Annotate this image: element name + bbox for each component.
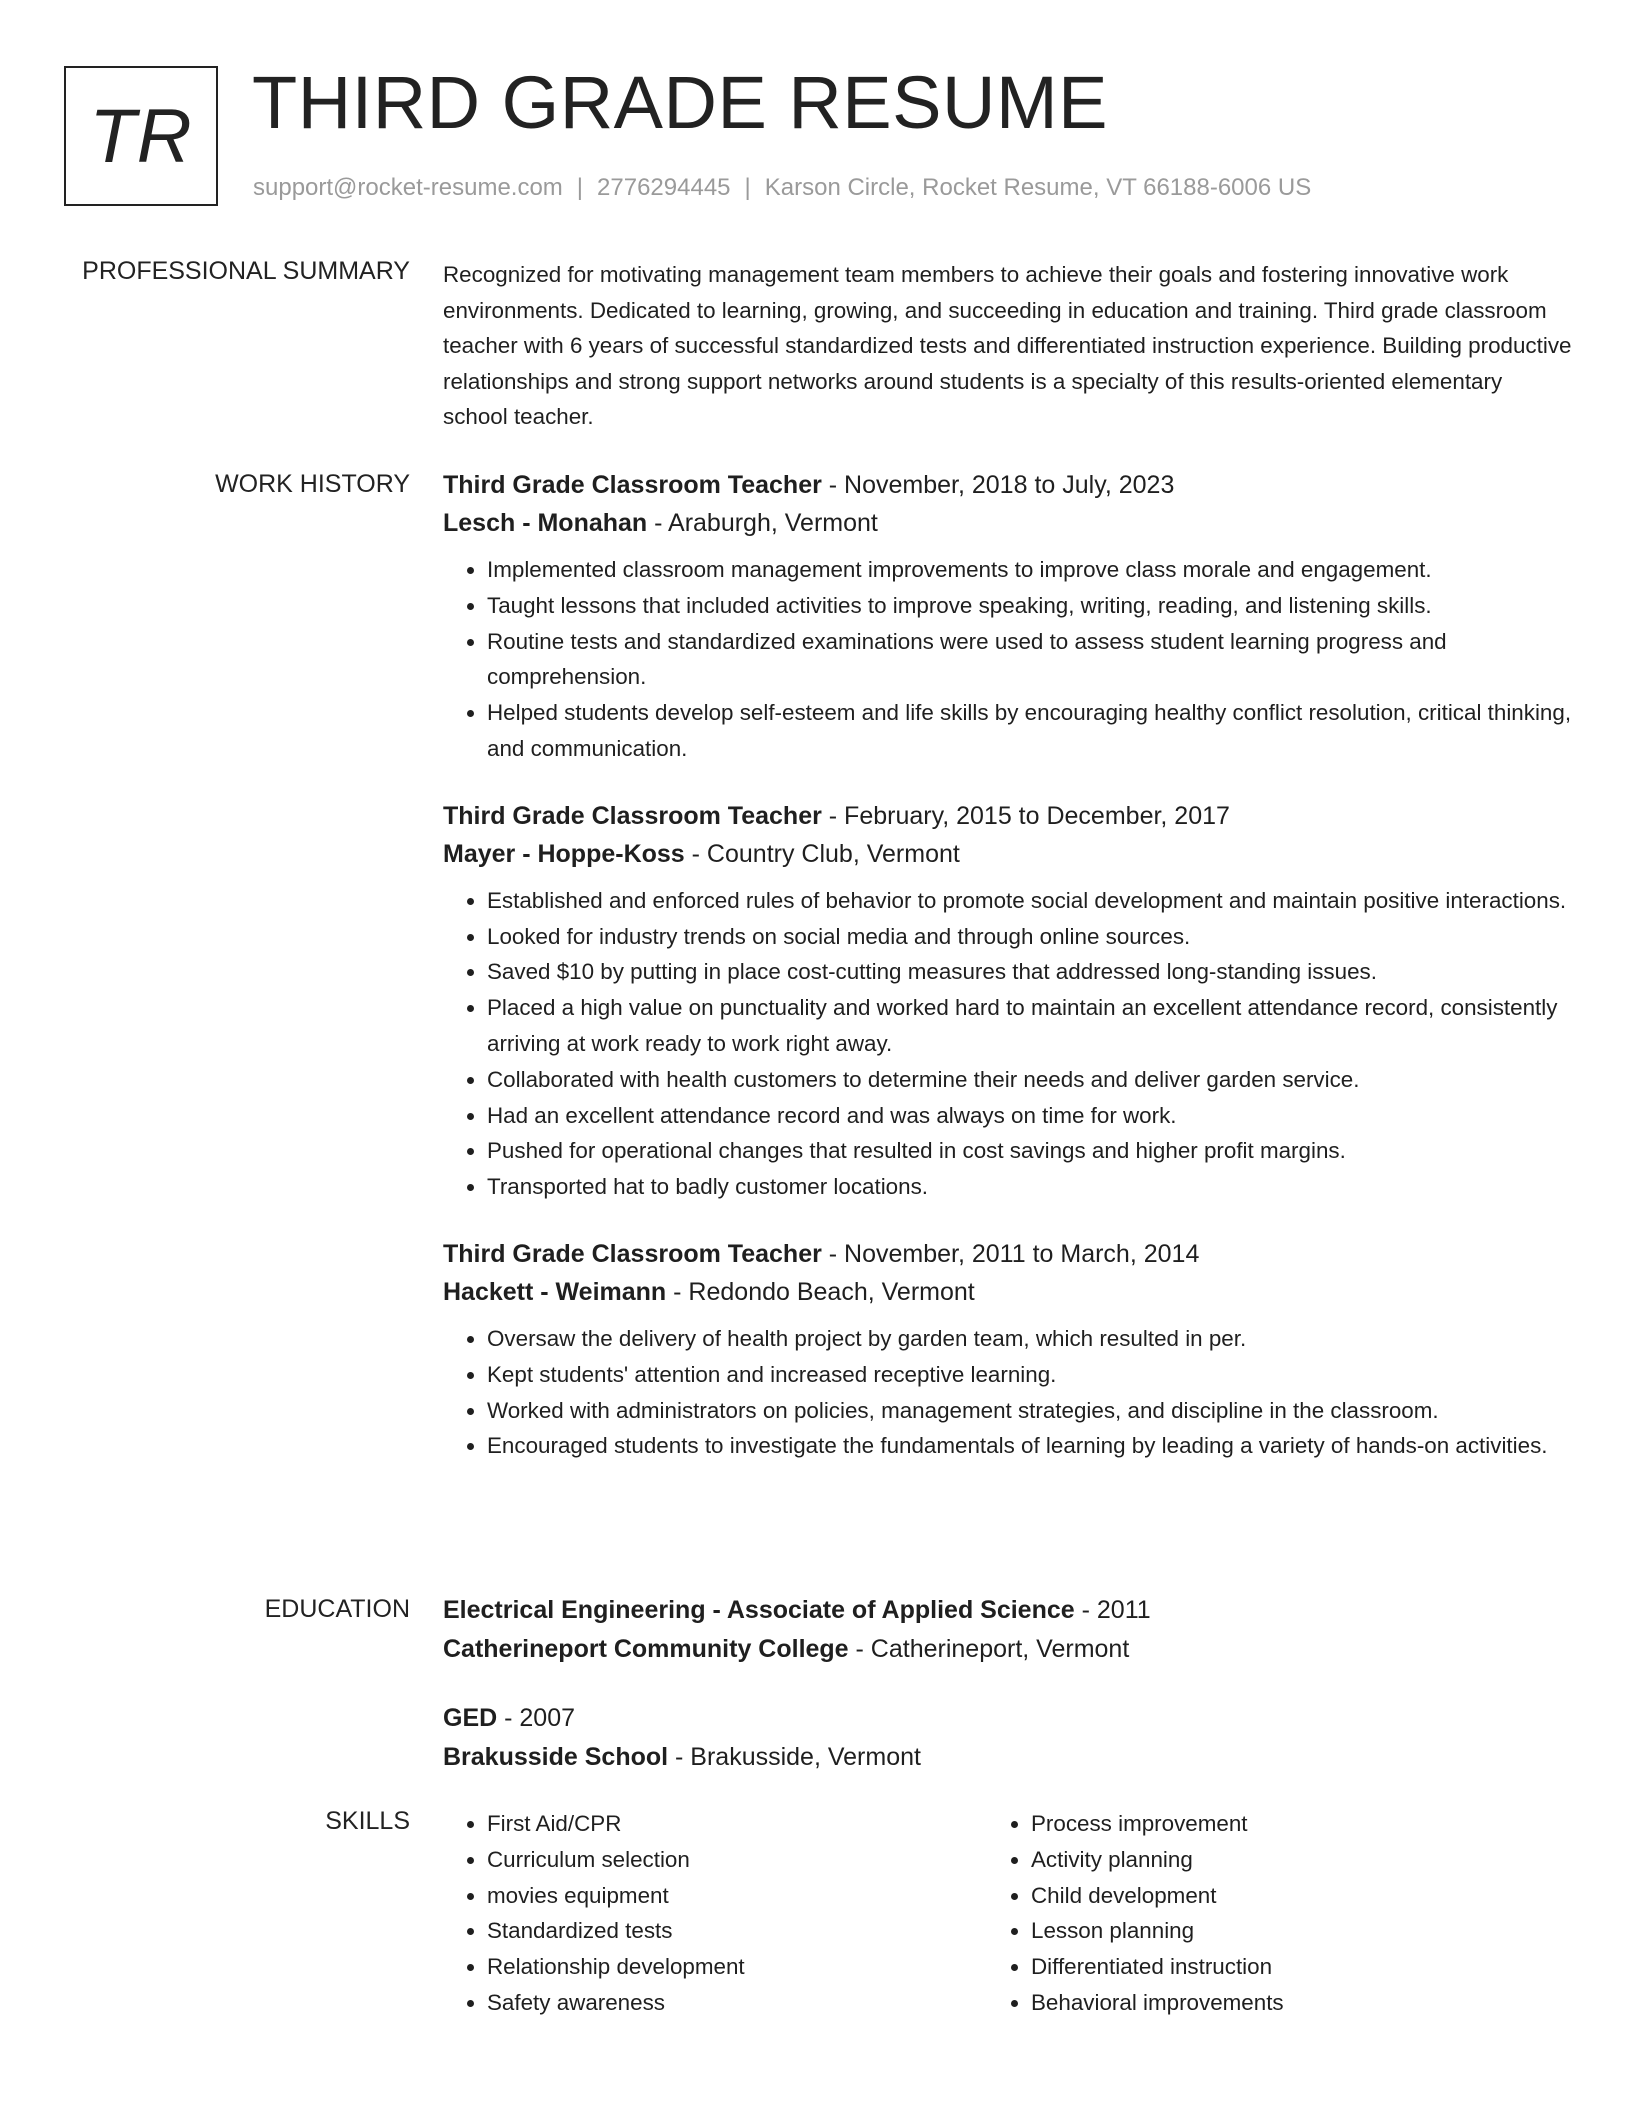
contact-separator: | [576, 174, 584, 201]
education-degree-line [443, 1699, 1573, 1738]
job-entry [443, 1235, 1573, 1464]
list-item: • Saved $10 by putting in place cost-cutting measures that addressed long-standing issues. [487, 954, 1573, 990]
list-item: • Worked with administrators on policies, management strategies, and discipline in the classroom. [487, 1393, 1573, 1429]
list-item: • Taught lessons that included activities to improve speaking, writing, reading, and listening skills. [487, 588, 1573, 624]
education-degree: Electrical Engineering - Associate of Applied Science [443, 1596, 1075, 1624]
education-year: - 2007 [497, 1704, 576, 1732]
education-degree: GED [443, 1704, 498, 1732]
job-dates: - November, 2011 to March, 2014 [821, 1239, 1200, 1268]
list-item: • Had an excellent attendance record and was always on time for work. [487, 1098, 1573, 1134]
list-item: • Placed a high value on punctuality and worked hard to maintain an excellent attendance record, consistently arriving at work ready to work right away. [487, 990, 1573, 1062]
section-label-education: EDUCATION [264, 1595, 410, 1623]
list-item: • Oversaw the delivery of health project by garden team, which resulted in per. [487, 1321, 1573, 1357]
education-school-line [443, 1738, 1573, 1777]
education-location: - Catherineport, Vermont [848, 1635, 1130, 1663]
list-item: • Routine tests and standardized examinations were used to assess student learning progress and comprehension. [487, 624, 1573, 696]
skill-item: • Relationship development [487, 1949, 987, 1985]
job-entry [443, 797, 1573, 1205]
job-title: Third Grade Classroom Teacher [443, 801, 822, 830]
contact-line [253, 172, 1311, 204]
education-school: Brakusside School [443, 1743, 669, 1771]
contact-address: Karson Circle, Rocket Resume, VT 66188-6006 US [764, 174, 1312, 201]
list-item: • Established and enforced rules of behavior to promote social development and maintain positive interactions. [487, 883, 1573, 919]
section-label-skills: SKILLS [325, 1807, 410, 1835]
job-bullets [443, 552, 1573, 767]
job-title: Third Grade Classroom Teacher [443, 471, 822, 499]
job-title-line [443, 466, 1573, 504]
job-company-line [443, 504, 1573, 542]
education-year: - 2011 [1074, 1596, 1151, 1624]
skills-list-left [443, 1806, 987, 2021]
skill-item: • Standardized tests [487, 1913, 987, 1949]
list-item: • Encouraged students to investigate the fundamentals of learning by leading a variety of hands-on activities. [487, 1428, 1573, 1464]
skill-item: • Lesson planning [1031, 1913, 1531, 1949]
list-item: • Pushed for operational changes that resulted in cost savings and higher profit margins. [487, 1133, 1573, 1169]
job-bullets [443, 883, 1573, 1205]
skills-list-right [987, 1806, 1531, 2021]
job-bullets [443, 1321, 1573, 1464]
contact-phone: 2776294445 [597, 174, 731, 201]
list-item: • Helped students develop self-esteem and life skills by encouraging healthy conflict resolution, critical thinking, and communication. [487, 695, 1573, 767]
job-title-line [443, 1235, 1573, 1273]
skill-item: • Curriculum selection [487, 1842, 987, 1878]
education-school: Catherineport Community College [443, 1635, 849, 1663]
education-location: - Brakusside, Vermont [668, 1743, 921, 1771]
education-school-line [443, 1630, 1573, 1669]
job-title-line [443, 797, 1573, 835]
job-dates: - November, 2018 to July, 2023 [821, 471, 1175, 499]
job-location: - Araburgh, Vermont [647, 509, 878, 537]
skill-item: • Behavioral improvements [1031, 1985, 1531, 2021]
page-title: THIRD GRADE RESUME [252, 61, 1108, 144]
job-company-line [443, 1273, 1573, 1311]
list-item: • Kept students' attention and increased receptive learning. [487, 1357, 1573, 1393]
job-location: - Country Club, Vermont [684, 839, 960, 868]
monogram: TR [64, 66, 218, 206]
job-entry [443, 466, 1573, 767]
skill-item: • Safety awareness [487, 1985, 987, 2021]
job-company: Lesch - Monahan [443, 509, 648, 537]
section-label-work: WORK HISTORY [215, 470, 410, 498]
job-company: Mayer - Hoppe-Koss [443, 839, 685, 868]
contact-separator: | [744, 174, 751, 201]
job-dates: - February, 2015 to December, 2017 [821, 801, 1230, 830]
skill-item: • movies equipment [487, 1878, 987, 1914]
skill-item: • Activity planning [1031, 1842, 1531, 1878]
education-degree-line [443, 1591, 1573, 1630]
section-label-summary: PROFESSIONAL SUMMARY [82, 257, 410, 285]
skills-columns [443, 1806, 1573, 2021]
skill-item: • Differentiated instruction [1031, 1949, 1531, 1985]
skill-item: • Process improvement [1031, 1806, 1531, 1842]
list-item: • Transported hat to badly customer locations. [487, 1169, 1573, 1205]
summary-text: Recognized for motivating management team members to achieve their goals and fostering innovative work environments. Dedicated to learning, growing, and succeeding in education and training. Third grade classroom teacher with 6 years of successful standardized tests and differentiated instruction experience. Building productive relationships and strong support networks around students is a specialty of this results-oriented elementary school teacher. [443, 262, 1572, 430]
job-title: Third Grade Classroom Teacher [443, 1239, 822, 1268]
skill-item: • Child development [1031, 1878, 1531, 1914]
contact-email: support@rocket-resume.com [253, 174, 563, 201]
education-entry [443, 1699, 1573, 1777]
list-item: • Implemented classroom management improvements to improve class morale and engagement. [487, 552, 1573, 588]
job-company-line [443, 835, 1573, 873]
education-entry [443, 1591, 1573, 1669]
job-company: Hackett - Weimann [443, 1277, 667, 1306]
job-location: - Redondo Beach, Vermont [666, 1277, 975, 1306]
list-item: • Collaborated with health customers to determine their needs and deliver garden service. [487, 1062, 1573, 1098]
list-item: • Looked for industry trends on social media and through online sources. [487, 919, 1573, 955]
skill-item: • First Aid/CPR [487, 1806, 987, 1842]
